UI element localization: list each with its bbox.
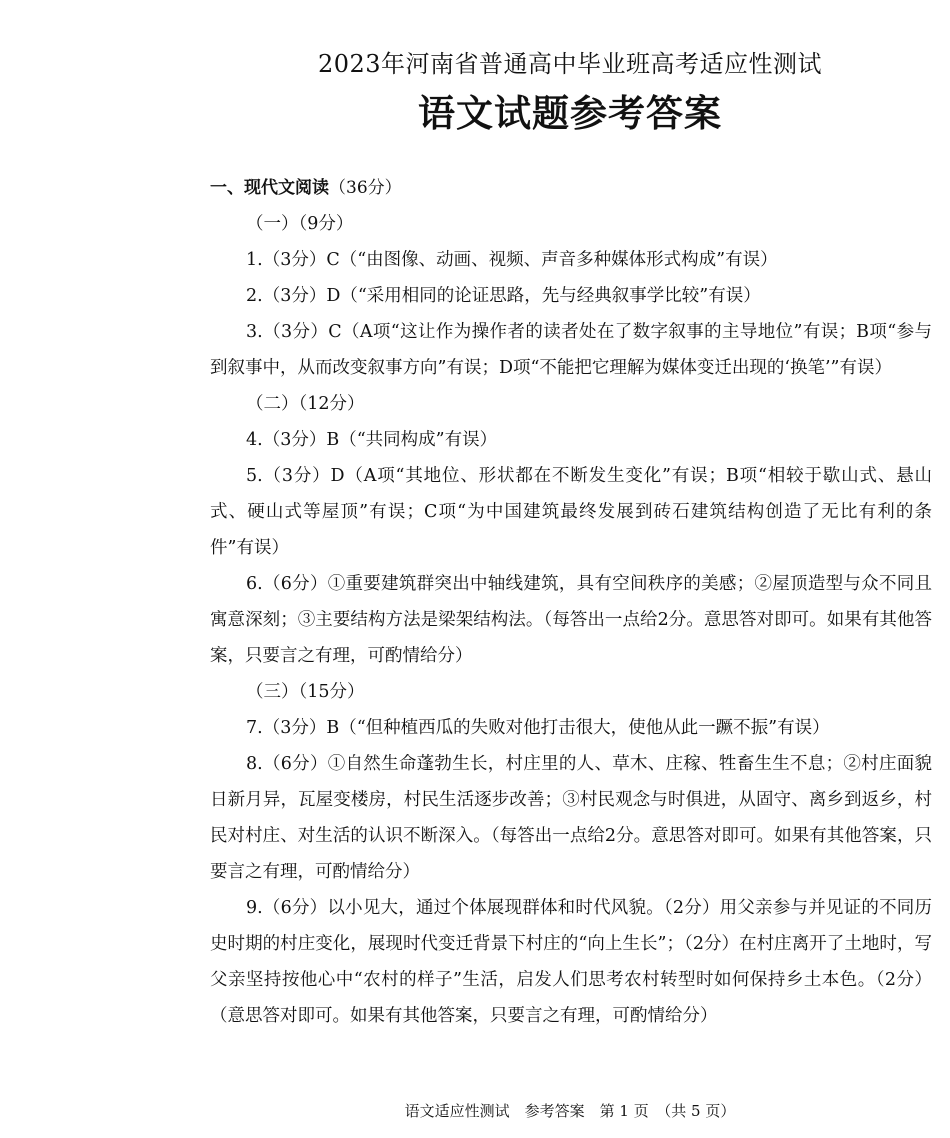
answer-item-1: 1.（3分）C（“由图像、动画、视频、声音多种媒体形式构成”有误）	[246, 250, 778, 270]
answer-item-2: 2.（3分）D（“采用相同的论证思路，先与经典叙事学比较”有误）	[246, 286, 761, 306]
answer-item-4: 4.（3分）B（“共同构成”有误）	[246, 430, 498, 450]
document-title: 2023年河南省普通高中毕业班高考适应性测试	[317, 50, 823, 78]
answer-item-3: 3.（3分）C（A项“这让作为操作者的读者处在了数字叙事的主导地位”有误；B项“参与到叙事中，从而改变叙事方向”有误；D项“不能把它理解为媒体变迁出现的‘换笔’”有误）	[210, 322, 932, 378]
answer-item-7: 7.（3分）B（“但种植西瓜的失败对他打击很大，使他从此一蹶不振”有误）	[246, 718, 830, 738]
answer-item-6: 6.（6分）①重要建筑群突出中轴线建筑，具有空间秩序的美感；②屋顶造型与众不同且寓意深刻；③主要结构方法是梁架结构法。（每答出一点给2分。意思答对即可。如果有其他答案，只要言之有理，可酌情给分）	[210, 574, 932, 666]
answer-content	[210, 170, 932, 1034]
page-footer: 语文适应性测试 参考答案 第 1 页 （共 5 页）	[404, 1102, 736, 1120]
part-heading-2: （二）（12分）	[246, 394, 365, 414]
answer-item-9: 9.（6分）以小见大，通过个体展现群体和时代风貌。（2分）用父亲参与并见证的不同历史时期的村庄变化，展现时代变迁背景下村庄的“向上生长”；（2分）在村庄离开了土地时，写父亲坚持按他心中“农村的样子”生活，启发人们思考农村转型时如何保持乡土本色。（2分）（意思答对即可。如果有其他答案，只要言之有理，可酌情给分）	[210, 898, 932, 1026]
part-heading-3: （三）（15分）	[246, 682, 365, 702]
section-heading-label: 一、现代文阅读	[210, 178, 329, 198]
part-heading-1: （一）（9分）	[246, 214, 354, 234]
document-subtitle: 语文试题参考答案	[418, 92, 722, 135]
answer-item-5: 5.（3分）D（A项“其地位、形状都在不断发生变化”有误；B项“相较于歇山式、悬山式、硬山式等屋顶”有误；C项“为中国建筑最终发展到砖石建筑结构创造了无比有利的条件”有误）	[210, 466, 932, 558]
answer-item-8: 8.（6分）①自然生命蓬勃生长，村庄里的人、草木、庄稼、牲畜生生不息；②村庄面貌日新月异，瓦屋变楼房，村民生活逐步改善；③村民观念与时俱进，从固守、离乡到返乡，村民对村庄、对生活的认识不断深入。（每答出一点给2分。意思答对即可。如果有其他答案，只要言之有理，可酌情给分）	[210, 754, 932, 882]
section-heading	[210, 170, 932, 206]
section-heading-score: （36分）	[329, 178, 402, 198]
